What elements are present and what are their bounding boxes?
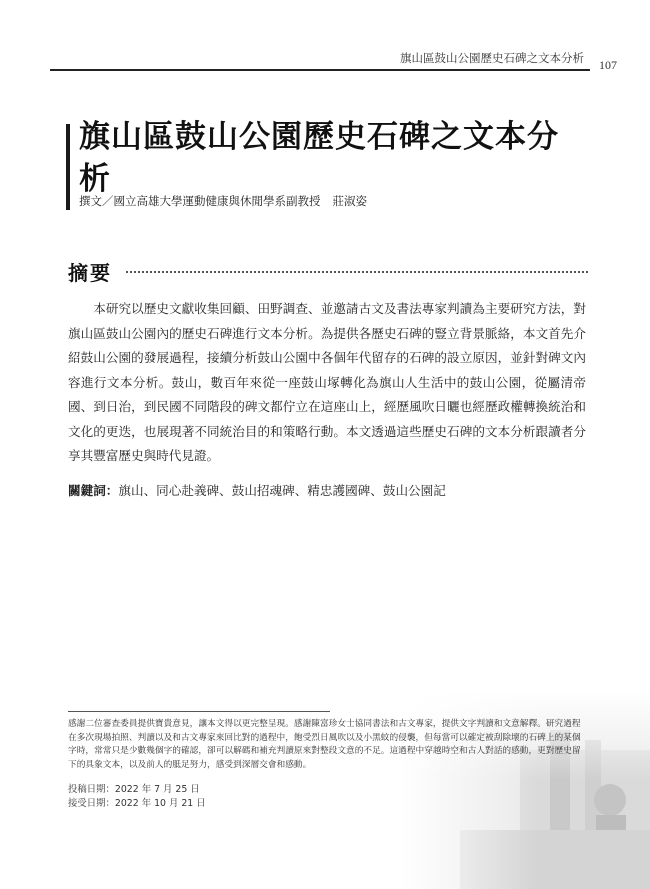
keywords-line xyxy=(68,480,588,499)
footnote-text: 感謝二位審查委員提供寶貴意見，讓本文得以更完整呈現。感謝陳富珍女士協同書法和古文專家，提供文字判讀和文意解釋。研究過程在多次現場拍照、判讀以及和古文專家來回比對的過程中，飽受烈日風吹以及小黑蚊的侵襲，但每當可以確定被刮除壞的石碑上的某個字時，常常只是少數幾個字的確認，卻可以解碼和補充判讀原來對整段文意的不足。這過程中穿越時空和古人對話的感動，更對歷史留下的具象文本，以及前人的胝足努力，感受到深層交會和感動。 xyxy=(68,719,581,770)
author-name: 莊淑姿 xyxy=(332,194,367,208)
running-title: 旗山區鼓山公園歷史石碑之文本分析 xyxy=(400,51,584,65)
abstract-body: 本研究以歷史文獻收集回顧、田野調查、並邀請古文及書法專家判讀為主要研究方法，對旗山區鼓山公園內的歷史石碑進行文本分析。為提供各歷史石碑的豎立背景脈絡，本文首先介紹鼓山公園的發展過程，接續分析鼓山公園中各個年代留存的石碑的設立原因，並針對碑文內容進行文本分析。鼓山，數百年來從一座鼓山塚轉化為旗山人生活中的鼓山公園，從屬清帝國、到日治，到民國不同階段的碑文都佇立在這座山上，經歷風吹日曬也經歷政權轉換統治和文化的更迭，也展現著不同統治目的和策略行動。本文透過這些歷史石碑的文本分析跟讀者分享其豐富歷史與時代見證。 xyxy=(68,301,586,463)
title-accent-bar xyxy=(66,124,70,210)
abstract-header xyxy=(68,257,588,285)
header-rule xyxy=(50,69,590,71)
dotted-leader xyxy=(126,271,588,273)
page-number: 107 xyxy=(599,58,617,72)
abstract-heading: 摘要 xyxy=(68,261,112,285)
footnote-rule xyxy=(68,711,330,712)
keywords-list: 旗山、同心赴義碑、鼓山招魂碑、精忠護國碑、鼓山公園記 xyxy=(118,483,446,498)
article-title: 旗山區鼓山公園歷史石碑之文本分析 xyxy=(79,119,559,197)
author-line xyxy=(79,193,367,209)
submitted-date: 投稿日期：2022 年 7 月 25 日 xyxy=(68,784,200,795)
accepted-date: 接受日期：2022 年 10 月 21 日 xyxy=(68,798,206,809)
running-header xyxy=(50,47,590,71)
author-affiliation: 撰文／國立高雄大學運動健康與休閒學系副教授 xyxy=(79,194,321,208)
keywords-label: 關鍵詞： xyxy=(68,483,119,498)
